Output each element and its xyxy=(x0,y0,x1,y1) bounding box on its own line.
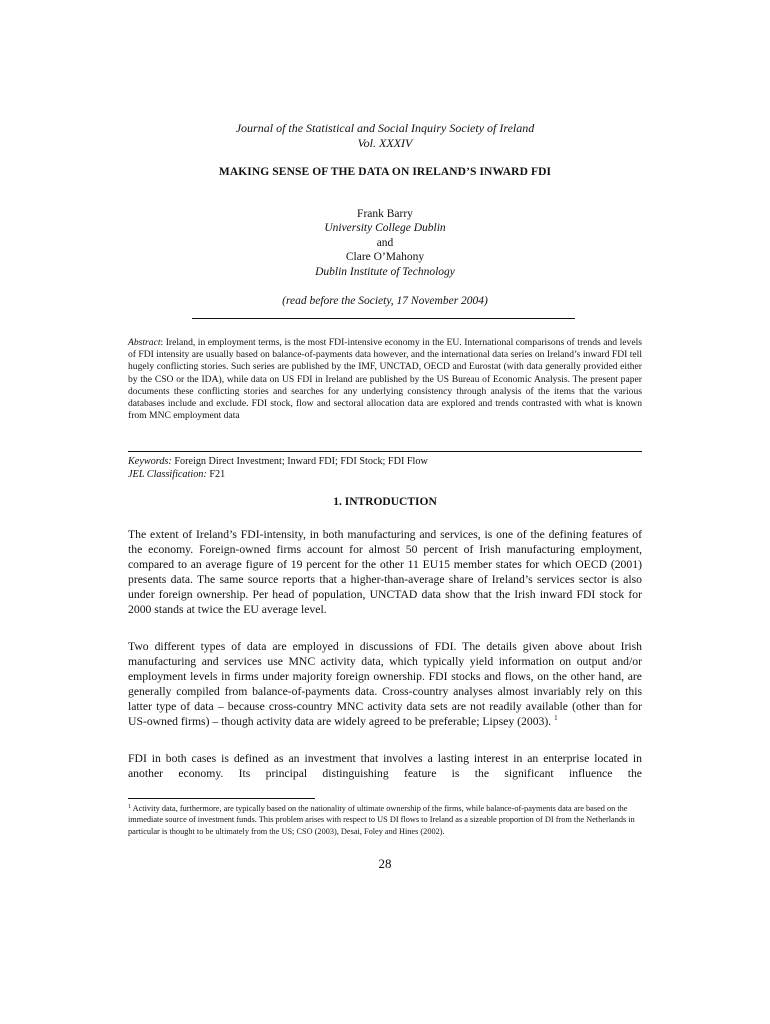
footnote xyxy=(128,803,642,837)
journal-name: Journal of the Statistical and Social Inquiry Society of Ireland xyxy=(235,121,535,135)
jel-value: F21 xyxy=(209,469,226,480)
author-name: Frank Barry xyxy=(357,208,413,220)
abstract-divider xyxy=(128,451,642,452)
author-block xyxy=(0,207,770,279)
body-paragraph xyxy=(128,640,642,729)
author-conjunction: and xyxy=(376,236,394,249)
paragraph-text: The extent of Ireland’s FDI-intensity, in both manufacturing and services, is one of the defining features of the economy. Foreign-owned firms account for almost 50 percent of Irish manufacturing employment, compared to an average figure of 19 percent for the other 11 EU15 member states for which OECD (2001) presents data. The same source reports that a higher-than-average share of Ireland’s services sector is also under foreign ownership. Per head of population, UNCTAD data show that the Irish inward FDI stock for 2000 stands at twice the EU average level. xyxy=(128,528,642,616)
title-divider xyxy=(192,318,575,319)
section-heading: 1. INTRODUCTION xyxy=(333,496,437,508)
paragraph-text xyxy=(128,640,642,729)
footnote-divider xyxy=(128,798,315,799)
keywords-label: Keywords: xyxy=(128,456,172,467)
body-paragraph xyxy=(128,528,642,617)
footnote-reference[interactable]: 1 xyxy=(554,713,558,722)
paper-title: MAKING SENSE OF THE DATA ON IRELAND’S INWARD FDI xyxy=(218,166,552,178)
footnote-number: 1 xyxy=(128,804,131,810)
author-affiliation: Dublin Institute of Technology xyxy=(315,265,455,278)
keywords-value: Foreign Direct Investment; Inward FDI; FDI Stock; FDI Flow xyxy=(174,456,428,467)
journal-volume: Vol. XXXIV xyxy=(357,136,413,150)
body-paragraph xyxy=(128,752,642,782)
read-note: (read before the Society, 17 November 2004) xyxy=(282,295,488,307)
keywords-block xyxy=(128,455,642,481)
abstract-label: Abstract xyxy=(128,337,161,348)
journal-header xyxy=(0,121,770,151)
footnote-text: Activity data, furthermore, are typically based on the nationality of ultimate ownership of the firms, while balance-of-payments data are based on the immediate source of investment funds. This problem arises with respect to US DI flows to Ireland as a sizeable proportion of DI from the Netherlands in particular is thought to be ultimately from the US; CSO (2003), Desai, Foley and Hines (2002). xyxy=(128,804,635,836)
paragraph-text: FDI in both cases is defined as an investment that involves a lasting interest in an enterprise located in another economy. Its principal distinguishing feature is the significant influence the xyxy=(128,752,642,780)
page-number: 28 xyxy=(378,856,392,871)
author-name: Clare O’Mahony xyxy=(345,251,425,264)
keywords-line xyxy=(128,455,642,468)
abstract-text: : Ireland, in employment terms, is the most FDI-intensive economy in the EU. International comparisons of trends and levels of FDI intensity are usually based on balance-of-payments data however, and the international data series on Ireland’s inward FDI tell hugely conflicting stories. Such series are published by the IMF, UNCTAD, OECD and Eurostat (with data generally provided either by the CSO or the IDA), while data on US FDI in Ireland are published by the US Bureau of Economic Analysis. The present paper documents these conflicting stories and searches for any underlying consistency through analysis of the items that the various databases include and exclude. FDI stock, flow and sectoral allocation data are explored and trends contrasted with what is known from MNC employment data xyxy=(128,337,642,422)
paragraph-content: Two different types of data are employed in discussions of FDI. The details given above about Irish manufacturing and services use MNC activity data, which typically yield information on output and/or employment levels in firms under majority foreign ownership. FDI stocks and flows, on the other hand, are generally compiled from balance-of-payments data. Cross-country analyses almost invariably rely on this latter type of data – because cross-country MNC activity data sets are not readily available (other than for US-owned firms) – though activity data are widely agreed to be preferable; Lipsey (2003). xyxy=(128,640,642,728)
abstract xyxy=(128,337,642,422)
author-affiliation: University College Dublin xyxy=(324,222,446,235)
jel-label: JEL Classification: xyxy=(128,469,207,480)
jel-line xyxy=(128,468,642,481)
